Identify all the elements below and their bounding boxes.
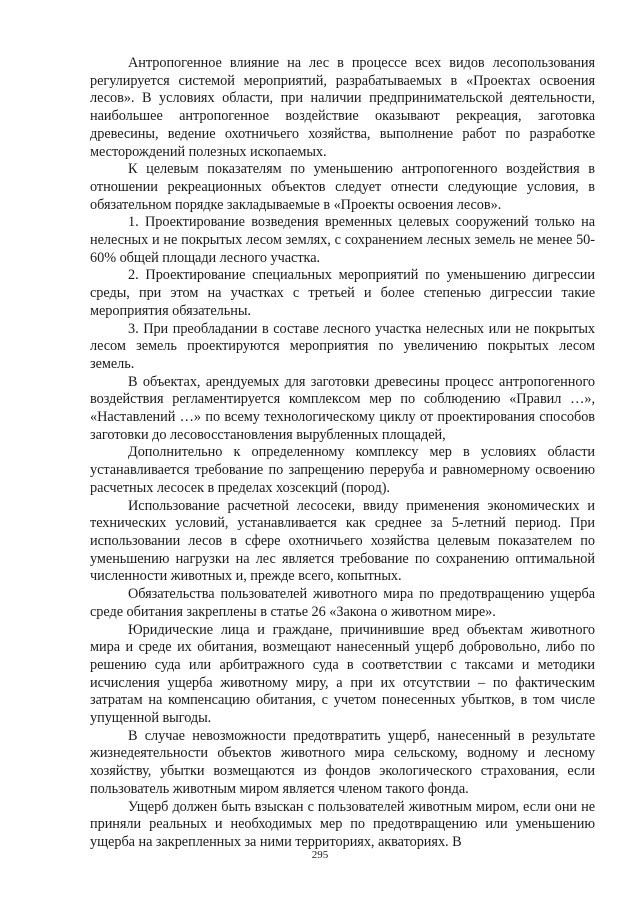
paragraph-target-indicators: К целевым показателям по уменьшению антропогенного воздействия в отношении рекреационных объектов следует отнести следующие условия, в обязательном порядке закладываемые в «Проекты освоения лесов». (90, 161, 595, 213)
paragraph-item-1: 1. Проектирование возведения временных целевых сооружений только на нелесных и не покрытых лесом землях, с сохранением лесных земель не менее 50-60% общей площади лесного участка. (90, 214, 595, 266)
paragraph-additional-measures: Дополнительно к определенному комплексу мер в условиях области устанавливается требование по запрещению переруба и равномерному освоению расчетных лесосек в пределах хозсекций (пород). (90, 444, 595, 496)
paragraph-damage-compensation: В случае невозможности предотвратить ущерб, нанесенный в результате жизнедеятельности объектов животного мира сельскому, водному и лесному хозяйству, убытки возмещаются из фондов экологического страхования, если пользователь животным миром является членом такого фонда. (90, 727, 595, 797)
paragraph-leased-objects: В объектах, арендуемых для заготовки древесины процесс антропогенного воздействия регламентируется комплексом мер по соблюдению «Правил …», «Наставлений …» по всему технологическому циклу от проектирования способов заготовки до лесовосстановления вырубленных площадей, (90, 373, 595, 443)
paragraph-allowable-cut: Использование расчетной лесосеки, ввиду применения экономических и технических условий, устанавливается как среднее за 5-летний период. При использовании лесов в сфере охотничьего хозяйства целевым показателем по уменьшению нагрузки на лес является требование по сохранению оптимальной численности животных и, прежде всего, копытных. (90, 497, 595, 585)
paragraph-damage-recovery: Ущерб должен быть взыскан с пользователей животным миром, если они не приняли реальных и необходимых мер по предотвращению или уменьшению ущерба на закрепленных за ними территориях, акваториях. В (90, 798, 595, 850)
paragraph-item-2: 2. Проектирование специальных мероприятий по уменьшению дигрессии среды, при этом на участках с третьей и более степенью дигрессии такие мероприятия обязательны. (90, 267, 595, 319)
page-text-column (90, 55, 595, 852)
paragraph-anthropogenic-influence: Антропогенное влияние на лес в процессе всех видов лесопользования регулируется системой мероприятий, разрабатываемых в «Проектах освоения лесов». В условиях области, при наличии предпринимательской деятельности, наибольшее антропогенное воздействие оказывают рекреация, заготовка древесины, ведение охотничьего хозяйства, выполнение работ по разработке месторождений полезных ископаемых. (90, 55, 595, 160)
paragraph-obligations: Обязательства пользователей животного мира по предотвращению ущерба среде обитания закреплены в статье 26 «Закона о животном мире». (90, 586, 595, 620)
paragraph-legal-entities: Юридические лица и граждане, причинившие вред объектам животного мира и среде их обитания, возмещают нанесенный ущерб добровольно, либо по решению суда или арбитражного суда в соответствии с таксами и методики исчисления ущерба животному миру, а при их отсутствии – по фактическим затратам на компенсацию обитания, с учетом понесенных убытков, в том числе упущенной выгоды. (90, 621, 595, 727)
page-number: 295 (311, 849, 329, 861)
paragraph-item-3: 3. При преобладании в составе лесного участка нелесных или не покрытых лесом земель проектируются мероприятия по увеличению покрытых лесом земель. (90, 320, 595, 372)
